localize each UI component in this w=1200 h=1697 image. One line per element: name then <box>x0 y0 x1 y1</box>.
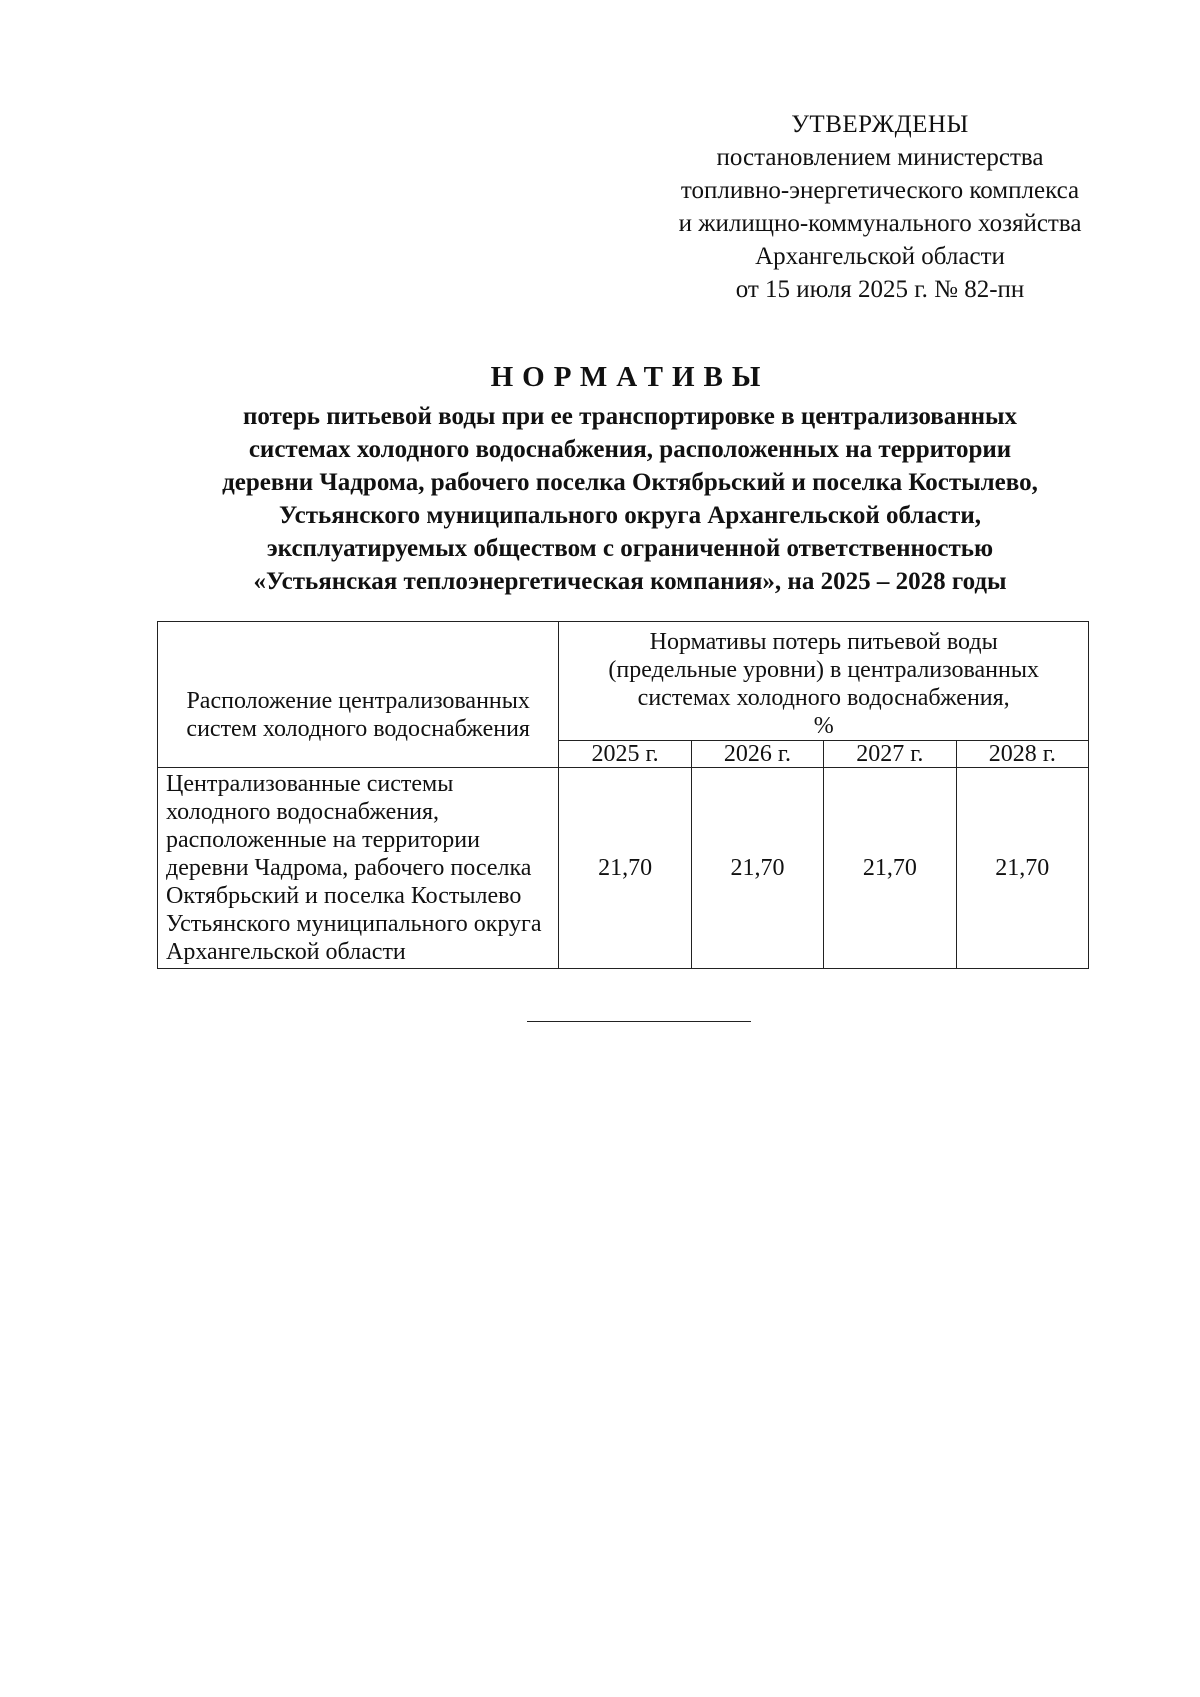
approved-label: УТВЕРЖДЕНЫ <box>791 111 969 138</box>
location-line: Октябрьский и поселка Костылево <box>166 883 522 909</box>
location-cell <box>158 768 559 969</box>
location-line: Централизованные системы <box>166 771 454 797</box>
approval-line: топливно-энергетического комплекса <box>680 177 1080 204</box>
heading-line: системах холодного водоснабжения, расположенных на территории <box>248 436 1012 463</box>
end-divider <box>527 1021 751 1022</box>
document-heading <box>140 358 1120 598</box>
location-line: Архангельской области <box>166 939 406 965</box>
value-2026: 21,70 <box>691 768 823 969</box>
location-header-line: Расположение централизованных <box>186 687 530 714</box>
norm-header-line: Нормативы потерь питьевой воды <box>649 629 998 655</box>
approval-date-line: от 15 июля 2025 г. № 82-пн <box>735 276 1025 303</box>
year-header-2028: 2028 г. <box>956 741 1088 768</box>
heading-line: деревни Чадрома, рабочего поселка Октябрьский и поселка Костылево, <box>222 469 1038 496</box>
value-2025: 21,70 <box>559 768 691 969</box>
heading-line: «Устьянская теплоэнергетическая компания», на 2025 – 2028 годы <box>253 568 1007 595</box>
value-2028: 21,70 <box>956 768 1088 969</box>
norm-header-line: системах холодного водоснабжения, <box>637 685 1010 711</box>
approval-line: и жилищно-коммунального хозяйства <box>678 210 1082 237</box>
norm-header-cell <box>559 622 1089 741</box>
year-header-2026: 2026 г. <box>691 741 823 768</box>
table-row <box>158 768 1089 969</box>
norms-table <box>157 621 1089 969</box>
location-line: деревни Чадрома, рабочего поселка <box>166 855 532 881</box>
approval-line: постановлением министерства <box>716 144 1044 171</box>
norm-header-unit: % <box>813 713 834 739</box>
approval-block <box>620 108 1140 306</box>
location-header-line: систем холодного водоснабжения <box>186 715 530 742</box>
heading-line: эксплуатируемых обществом с ограниченной ответственностью <box>266 535 994 562</box>
location-line: холодного водоснабжения, <box>166 799 440 825</box>
approval-line: Архангельской области <box>755 243 1005 270</box>
location-line: расположенные на территории <box>166 827 480 853</box>
location-header-cell <box>158 622 559 768</box>
document-title: НОРМАТИВЫ <box>490 361 770 393</box>
table-header-row <box>158 622 1089 741</box>
norm-header-line: (предельные уровни) в централизованных <box>608 657 1039 683</box>
heading-line: Устьянского муниципального округа Архангельской области, <box>279 502 981 529</box>
value-2027: 21,70 <box>824 768 956 969</box>
heading-line: потерь питьевой воды при ее транспортировке в централизованных <box>242 403 1018 430</box>
location-line: Устьянского муниципального округа <box>166 911 542 937</box>
year-header-2025: 2025 г. <box>559 741 691 768</box>
year-header-2027: 2027 г. <box>824 741 956 768</box>
